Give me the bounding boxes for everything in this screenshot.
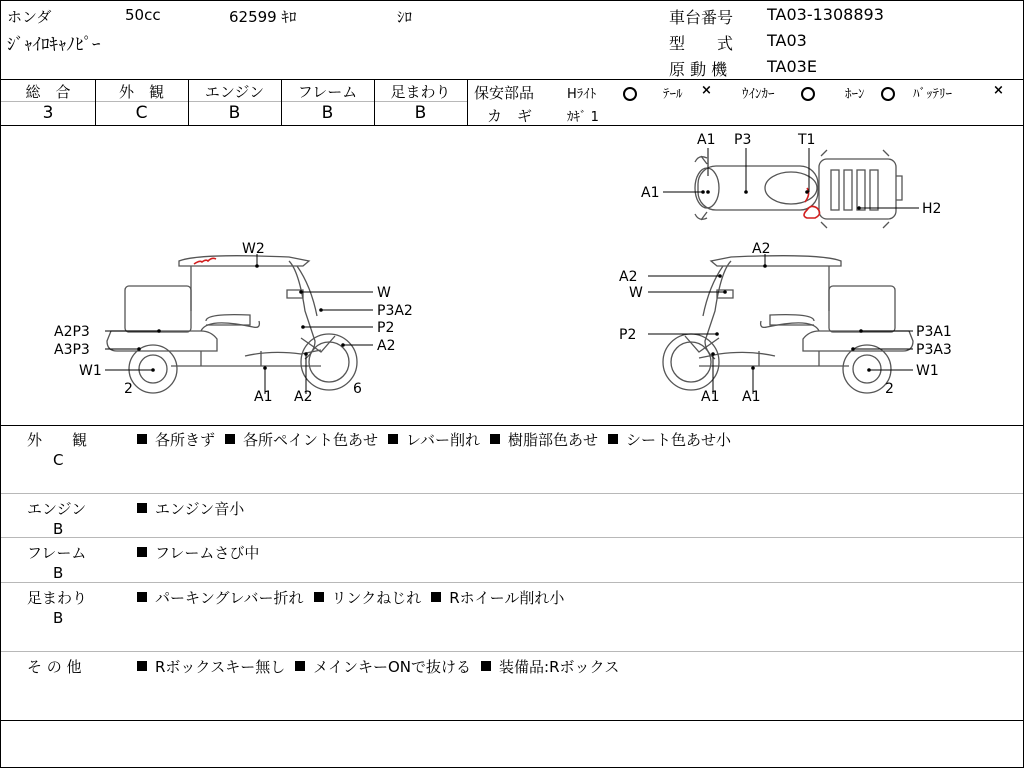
bullet-square-icon bbox=[137, 434, 147, 444]
exterior-grade-label: 外 観 bbox=[118, 83, 164, 101]
label-left-p2: P2 bbox=[377, 320, 395, 336]
label-top-p3: P3 bbox=[734, 132, 752, 148]
horn-label: ﾎｰﾝ bbox=[845, 87, 865, 102]
bullet-square-icon bbox=[225, 434, 235, 444]
chassis-number-label: 車台番号 bbox=[669, 8, 734, 27]
bullet-square-icon bbox=[137, 592, 147, 602]
remark-item: レバー削れ bbox=[406, 431, 480, 449]
key-label: カ ギ bbox=[487, 107, 533, 125]
bullet-square-icon bbox=[295, 661, 305, 671]
model-type-value: TA03 bbox=[767, 31, 807, 50]
label-right-w1: W1 bbox=[916, 363, 939, 379]
bullet-square-icon bbox=[137, 547, 147, 557]
maker-name: ホンダ bbox=[7, 8, 52, 26]
divider bbox=[467, 79, 468, 125]
bullet-square-icon bbox=[608, 434, 618, 444]
label-right-a2-top: A2 bbox=[752, 241, 771, 257]
remark-grade: B bbox=[53, 520, 64, 538]
divider bbox=[1, 493, 1023, 494]
remark-item: 各所ペイント色あせ bbox=[243, 431, 379, 449]
remark-items bbox=[137, 498, 254, 519]
remark-item: パーキングレバー折れ bbox=[155, 589, 304, 607]
label-right-a2: A2 bbox=[619, 269, 638, 285]
label-left-w1: W1 bbox=[79, 363, 102, 379]
remark-item: Rボックスキー無し bbox=[155, 658, 286, 676]
bullet-square-icon bbox=[388, 434, 398, 444]
label-left-a1: A1 bbox=[254, 389, 273, 405]
bullet-square-icon bbox=[490, 434, 500, 444]
divider bbox=[1, 651, 1023, 652]
remark-items bbox=[137, 587, 574, 608]
ok-circle-icon bbox=[801, 84, 815, 103]
divider bbox=[1, 425, 1023, 426]
engine-type-value: TA03E bbox=[767, 57, 817, 76]
bullet-square-icon bbox=[314, 592, 324, 602]
suspension-grade-label: 足まわり bbox=[390, 83, 451, 101]
bullet-square-icon bbox=[137, 503, 147, 513]
remark-grade: B bbox=[53, 564, 64, 582]
leader-lines bbox=[105, 148, 919, 394]
engine-type-label: 原 動 機 bbox=[669, 60, 728, 79]
divider bbox=[1, 720, 1023, 721]
label-right-p2: P2 bbox=[619, 327, 637, 343]
label-left-2: 2 bbox=[124, 381, 133, 397]
mileage: 62599 ｷﾛ bbox=[229, 8, 297, 26]
overall-grade: 3 bbox=[42, 103, 54, 123]
headlight-label: Hﾗｲﾄ bbox=[567, 87, 597, 102]
label-left-w2: W2 bbox=[242, 241, 265, 257]
model-name: ｼﾞｬｲﾛｷｬﾉﾋﾟｰ bbox=[7, 35, 101, 55]
remark-item: シート色あせ小 bbox=[626, 431, 732, 449]
leader-dots bbox=[137, 190, 871, 372]
color: ｼﾛ bbox=[397, 8, 413, 26]
label-right-p3a3: P3A3 bbox=[916, 342, 952, 358]
safety-parts-label: 保安部品 bbox=[474, 84, 535, 102]
winker-label: ｳｲﾝｶｰ bbox=[742, 87, 775, 102]
remark-item: メインキーONで抜ける bbox=[313, 658, 472, 676]
top-view-outline bbox=[695, 150, 902, 228]
remark-item: Rホイール削れ小 bbox=[449, 589, 565, 607]
label-left-p3a2: P3A2 bbox=[377, 303, 413, 319]
label-left-a2-bottom: A2 bbox=[294, 389, 313, 405]
divider bbox=[1, 537, 1023, 538]
tail-label: ﾃｰﾙ bbox=[663, 87, 683, 102]
label-left-6: 6 bbox=[353, 381, 362, 397]
remark-item: 各所きず bbox=[155, 431, 216, 449]
remark-title: 足まわり bbox=[27, 589, 88, 607]
suspension-grade: B bbox=[414, 103, 427, 123]
battery-label: ﾊﾞｯﾃﾘｰ bbox=[913, 87, 952, 102]
cross-icon: × bbox=[993, 83, 1004, 98]
remark-item: リンクねじれ bbox=[331, 589, 422, 607]
remark-items bbox=[137, 656, 629, 677]
left-side-view-outline bbox=[107, 256, 357, 393]
label-left-w: W bbox=[377, 285, 391, 301]
frame-grade: B bbox=[321, 103, 334, 123]
chassis-number-value: TA03-1308893 bbox=[767, 5, 884, 24]
remark-title: エンジン bbox=[27, 500, 87, 518]
remark-title: フレーム bbox=[27, 544, 87, 562]
key-value: ｶｷﾞ 1 bbox=[567, 110, 599, 125]
remark-title: そ の 他 bbox=[27, 658, 82, 676]
remark-title: 外 観 bbox=[27, 431, 88, 449]
remark-item: 装備品:Rボックス bbox=[499, 658, 620, 676]
engine-grade-label: エンジン bbox=[204, 83, 265, 101]
label-left-a2p3: A2P3 bbox=[54, 324, 90, 340]
bullet-square-icon bbox=[431, 592, 441, 602]
divider bbox=[1, 79, 1023, 80]
damage-marks bbox=[194, 188, 820, 264]
remark-item: 樹脂部色あせ bbox=[507, 431, 598, 449]
remark-item: フレームさび中 bbox=[155, 544, 260, 562]
label-right-w: W bbox=[629, 285, 643, 301]
label-right-a1-b: A1 bbox=[742, 389, 761, 405]
displacement: 50cc bbox=[125, 6, 161, 24]
overall-grade-label: 総 合 bbox=[25, 83, 71, 101]
cross-icon: × bbox=[701, 83, 712, 98]
remark-item: エンジン音小 bbox=[155, 500, 245, 518]
label-right-2: 2 bbox=[885, 381, 894, 397]
remark-items bbox=[137, 429, 741, 450]
remark-grade: C bbox=[53, 451, 64, 469]
bullet-square-icon bbox=[481, 661, 491, 671]
label-right-a1: A1 bbox=[701, 389, 720, 405]
label-top-t1: T1 bbox=[798, 132, 816, 148]
divider bbox=[1, 582, 1023, 583]
label-top-h2: H2 bbox=[922, 201, 942, 217]
remark-items bbox=[137, 542, 269, 563]
ok-circle-icon bbox=[623, 84, 637, 103]
label-right-p3a1: P3A1 bbox=[916, 324, 952, 340]
model-type-label: 型 式 bbox=[669, 34, 734, 53]
engine-grade: B bbox=[228, 103, 241, 123]
ok-circle-icon bbox=[881, 84, 895, 103]
scooter-damage-diagram bbox=[1, 126, 1023, 426]
label-top-a1-front: A1 bbox=[641, 185, 660, 201]
label-top-a1: A1 bbox=[697, 132, 716, 148]
label-left-a2: A2 bbox=[377, 338, 396, 354]
bullet-square-icon bbox=[137, 661, 147, 671]
label-left-a3p3: A3P3 bbox=[54, 342, 90, 358]
exterior-grade: C bbox=[135, 103, 148, 123]
remark-grade: B bbox=[53, 609, 64, 627]
frame-grade-label: フレーム bbox=[297, 83, 358, 101]
